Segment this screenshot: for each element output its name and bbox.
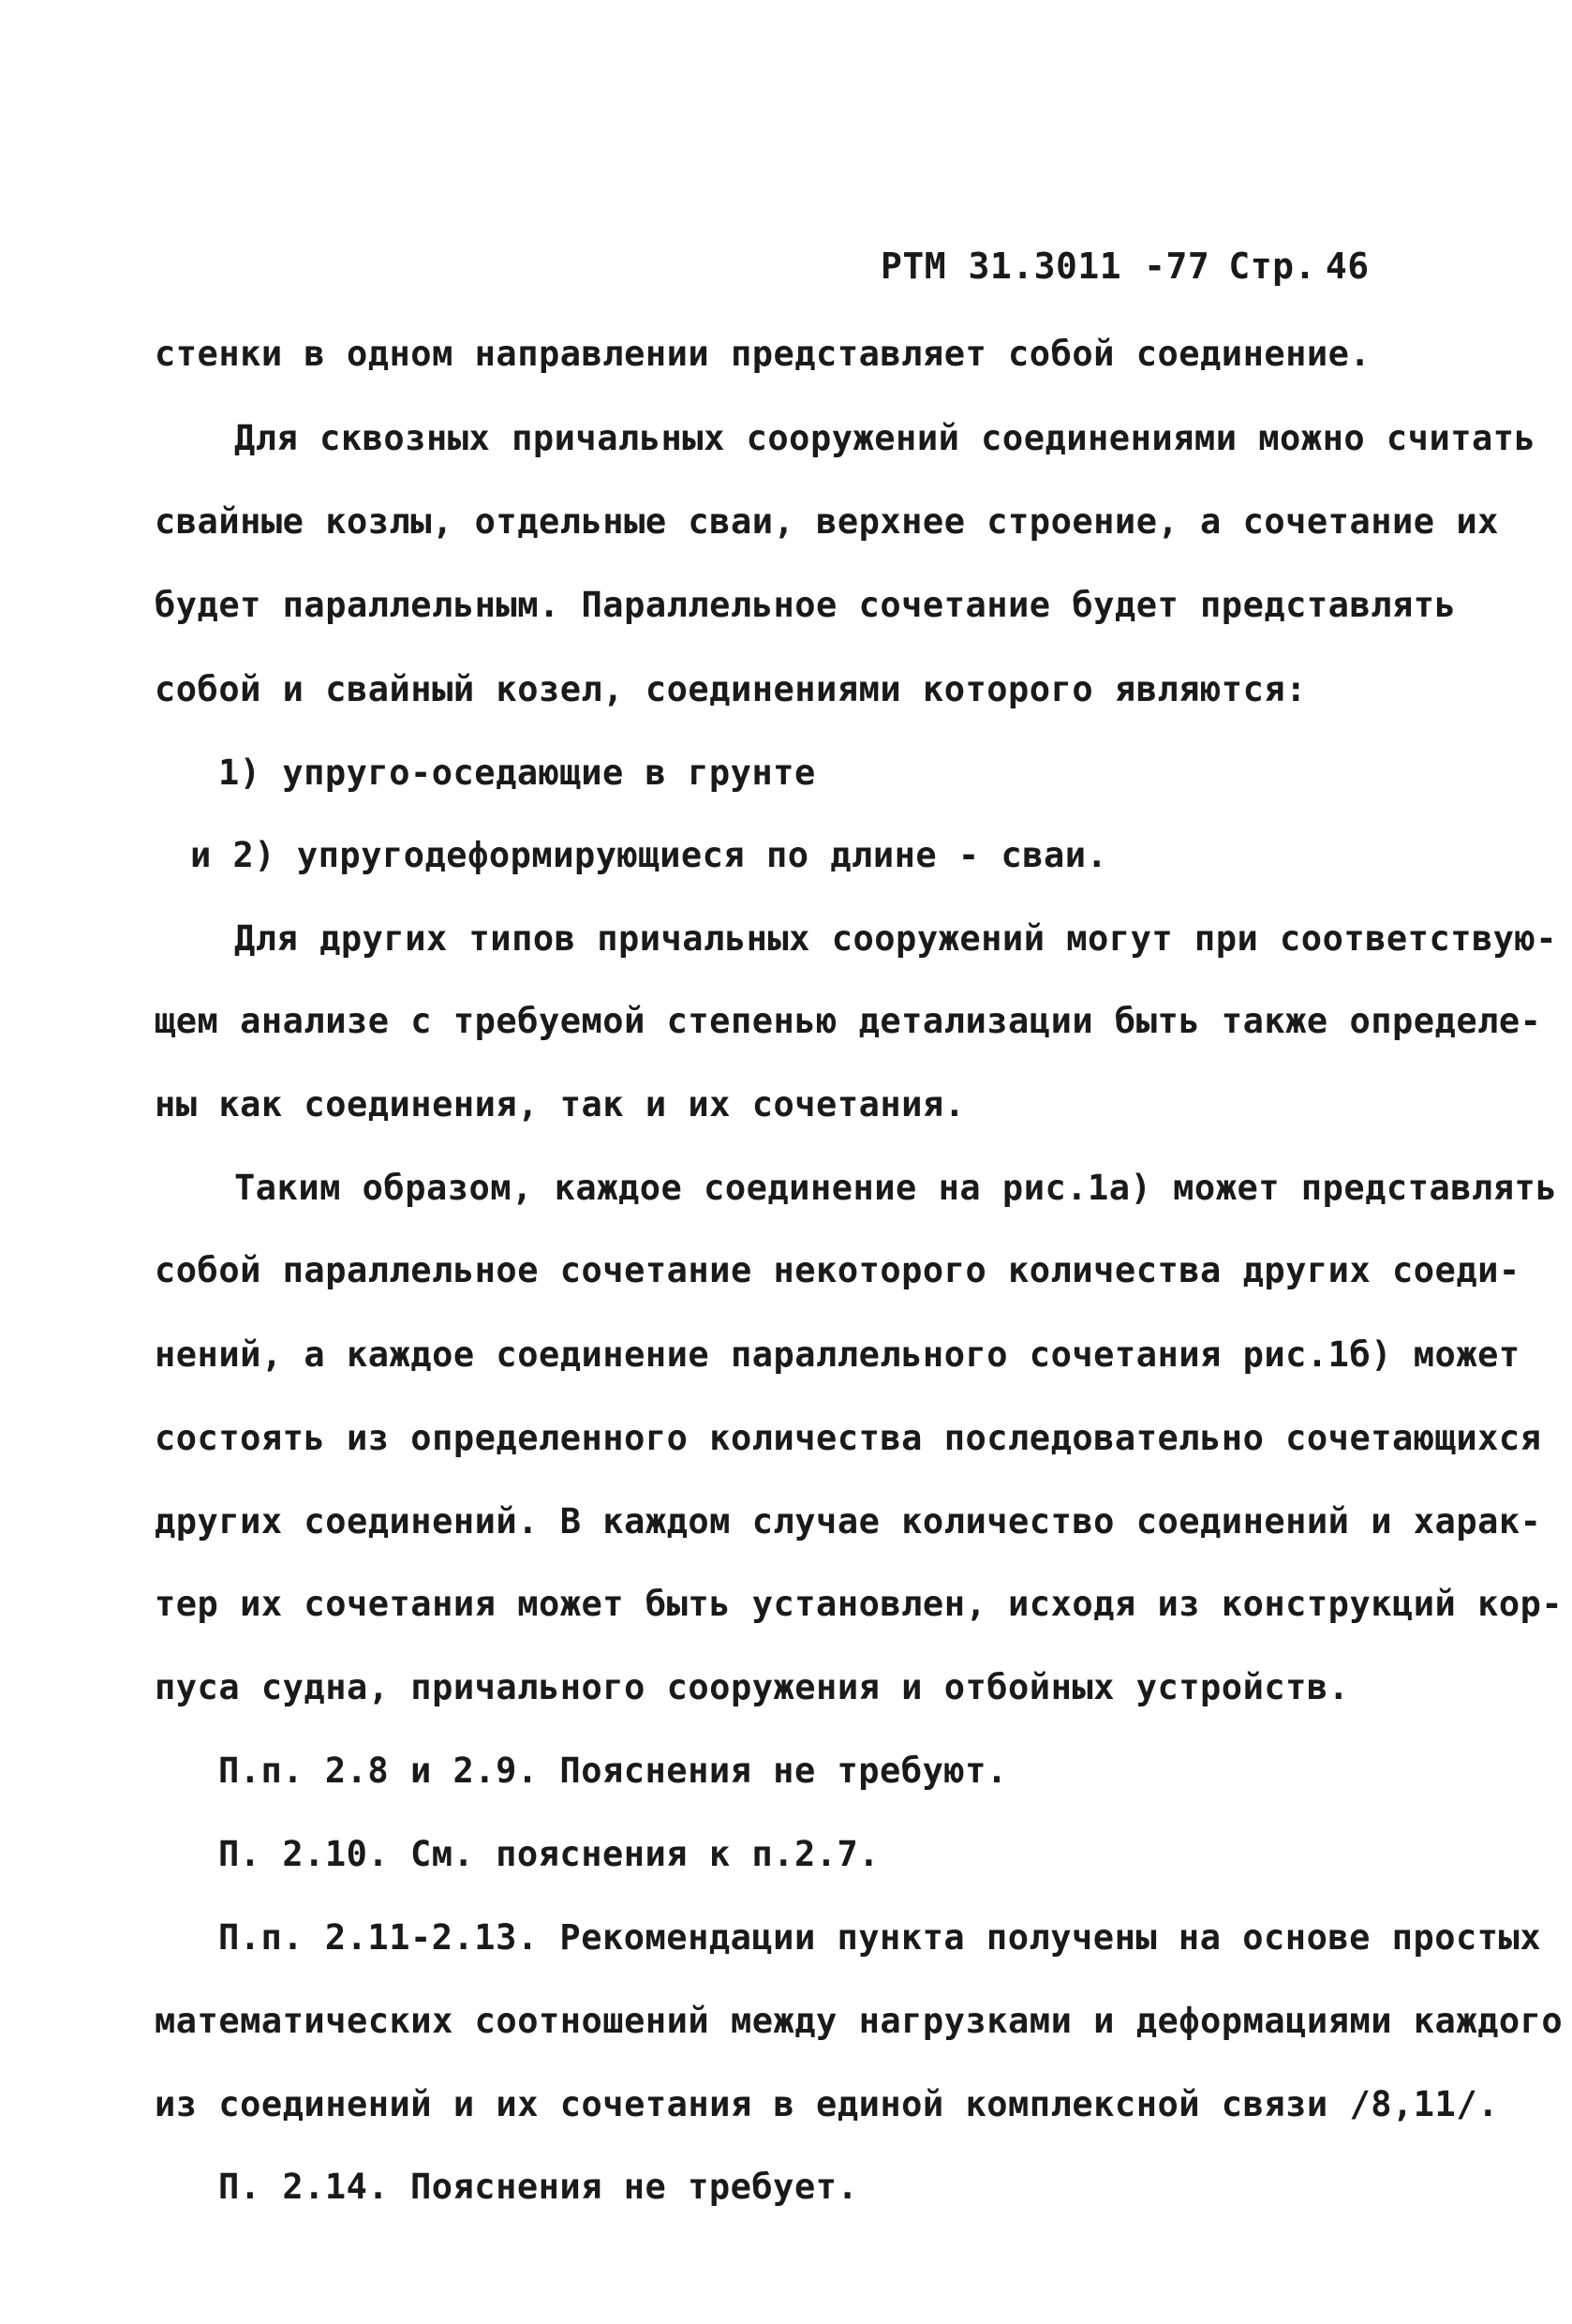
text-line: стенки в одном направлении представляет собой соединение. <box>155 334 1372 374</box>
text-line: математических соотношений между нагрузками и деформациями каждого <box>155 2001 1564 2041</box>
text-line: свайные козлы, отдельные сваи, верхнее строение, а сочетание их <box>155 501 1499 542</box>
text-line: Для других типов причальных сооружений могут при соответствую- <box>234 918 1558 959</box>
text-line: из соединений и их сочетания в единой комплексной связи /8,11/. <box>155 2084 1499 2124</box>
text-line: пуса судна, причального сооружения и отбойных устройств. <box>155 1667 1350 1707</box>
text-line: Для сквозных причальных сооружений соединениями можно считать <box>234 418 1536 458</box>
text-line: других соединений. В каждом случае количество соединений и харак- <box>155 1501 1542 1542</box>
document-year: -77 <box>1144 246 1210 287</box>
text-line: 1) упруго-оседающие в грунте <box>218 752 816 793</box>
page-label: Стр. <box>1228 246 1316 287</box>
text-line: тер их сочетания может быть установлен, исходя из конструкций кор- <box>155 1584 1564 1624</box>
text-line: П. 2.10. См. пояснения к п.2.7. <box>218 1834 881 1874</box>
text-line: П.п. 2.11-2.13. Рекомендации пункта получены на основе простых <box>218 1917 1542 1958</box>
text-line: нений, а каждое соединение параллельного сочетания рис.1б) может <box>155 1334 1520 1375</box>
text-line: собой и свайный козел, соединениями которого являются: <box>155 669 1307 709</box>
text-line: будет параллельным. Параллельное сочетание будет представлять <box>155 585 1457 625</box>
text-line: состоять из определенного количества последовательно сочетающихся <box>155 1418 1542 1458</box>
page-header <box>881 246 1370 287</box>
text-line: ны как соединения, так и их сочетания. <box>155 1084 966 1125</box>
text-line: щем анализе с требуемой степенью детализации быть также определе- <box>155 1001 1542 1041</box>
text-line: собой параллельное сочетание некоторого количества других соеди- <box>155 1250 1520 1290</box>
page-number: 46 <box>1325 246 1370 287</box>
document-code: РТМ 31.3011 <box>881 246 1122 287</box>
text-line: и 2) упругодеформирующиеся по длине - сваи. <box>190 835 1108 875</box>
text-line: П.п. 2.8 и 2.9. Пояснения не требуют. <box>218 1750 1008 1791</box>
text-line: Таким образом, каждое соединение на рис.1а) может представлять <box>234 1168 1558 1208</box>
text-line: П. 2.14. Пояснения не требует. <box>218 2167 859 2207</box>
